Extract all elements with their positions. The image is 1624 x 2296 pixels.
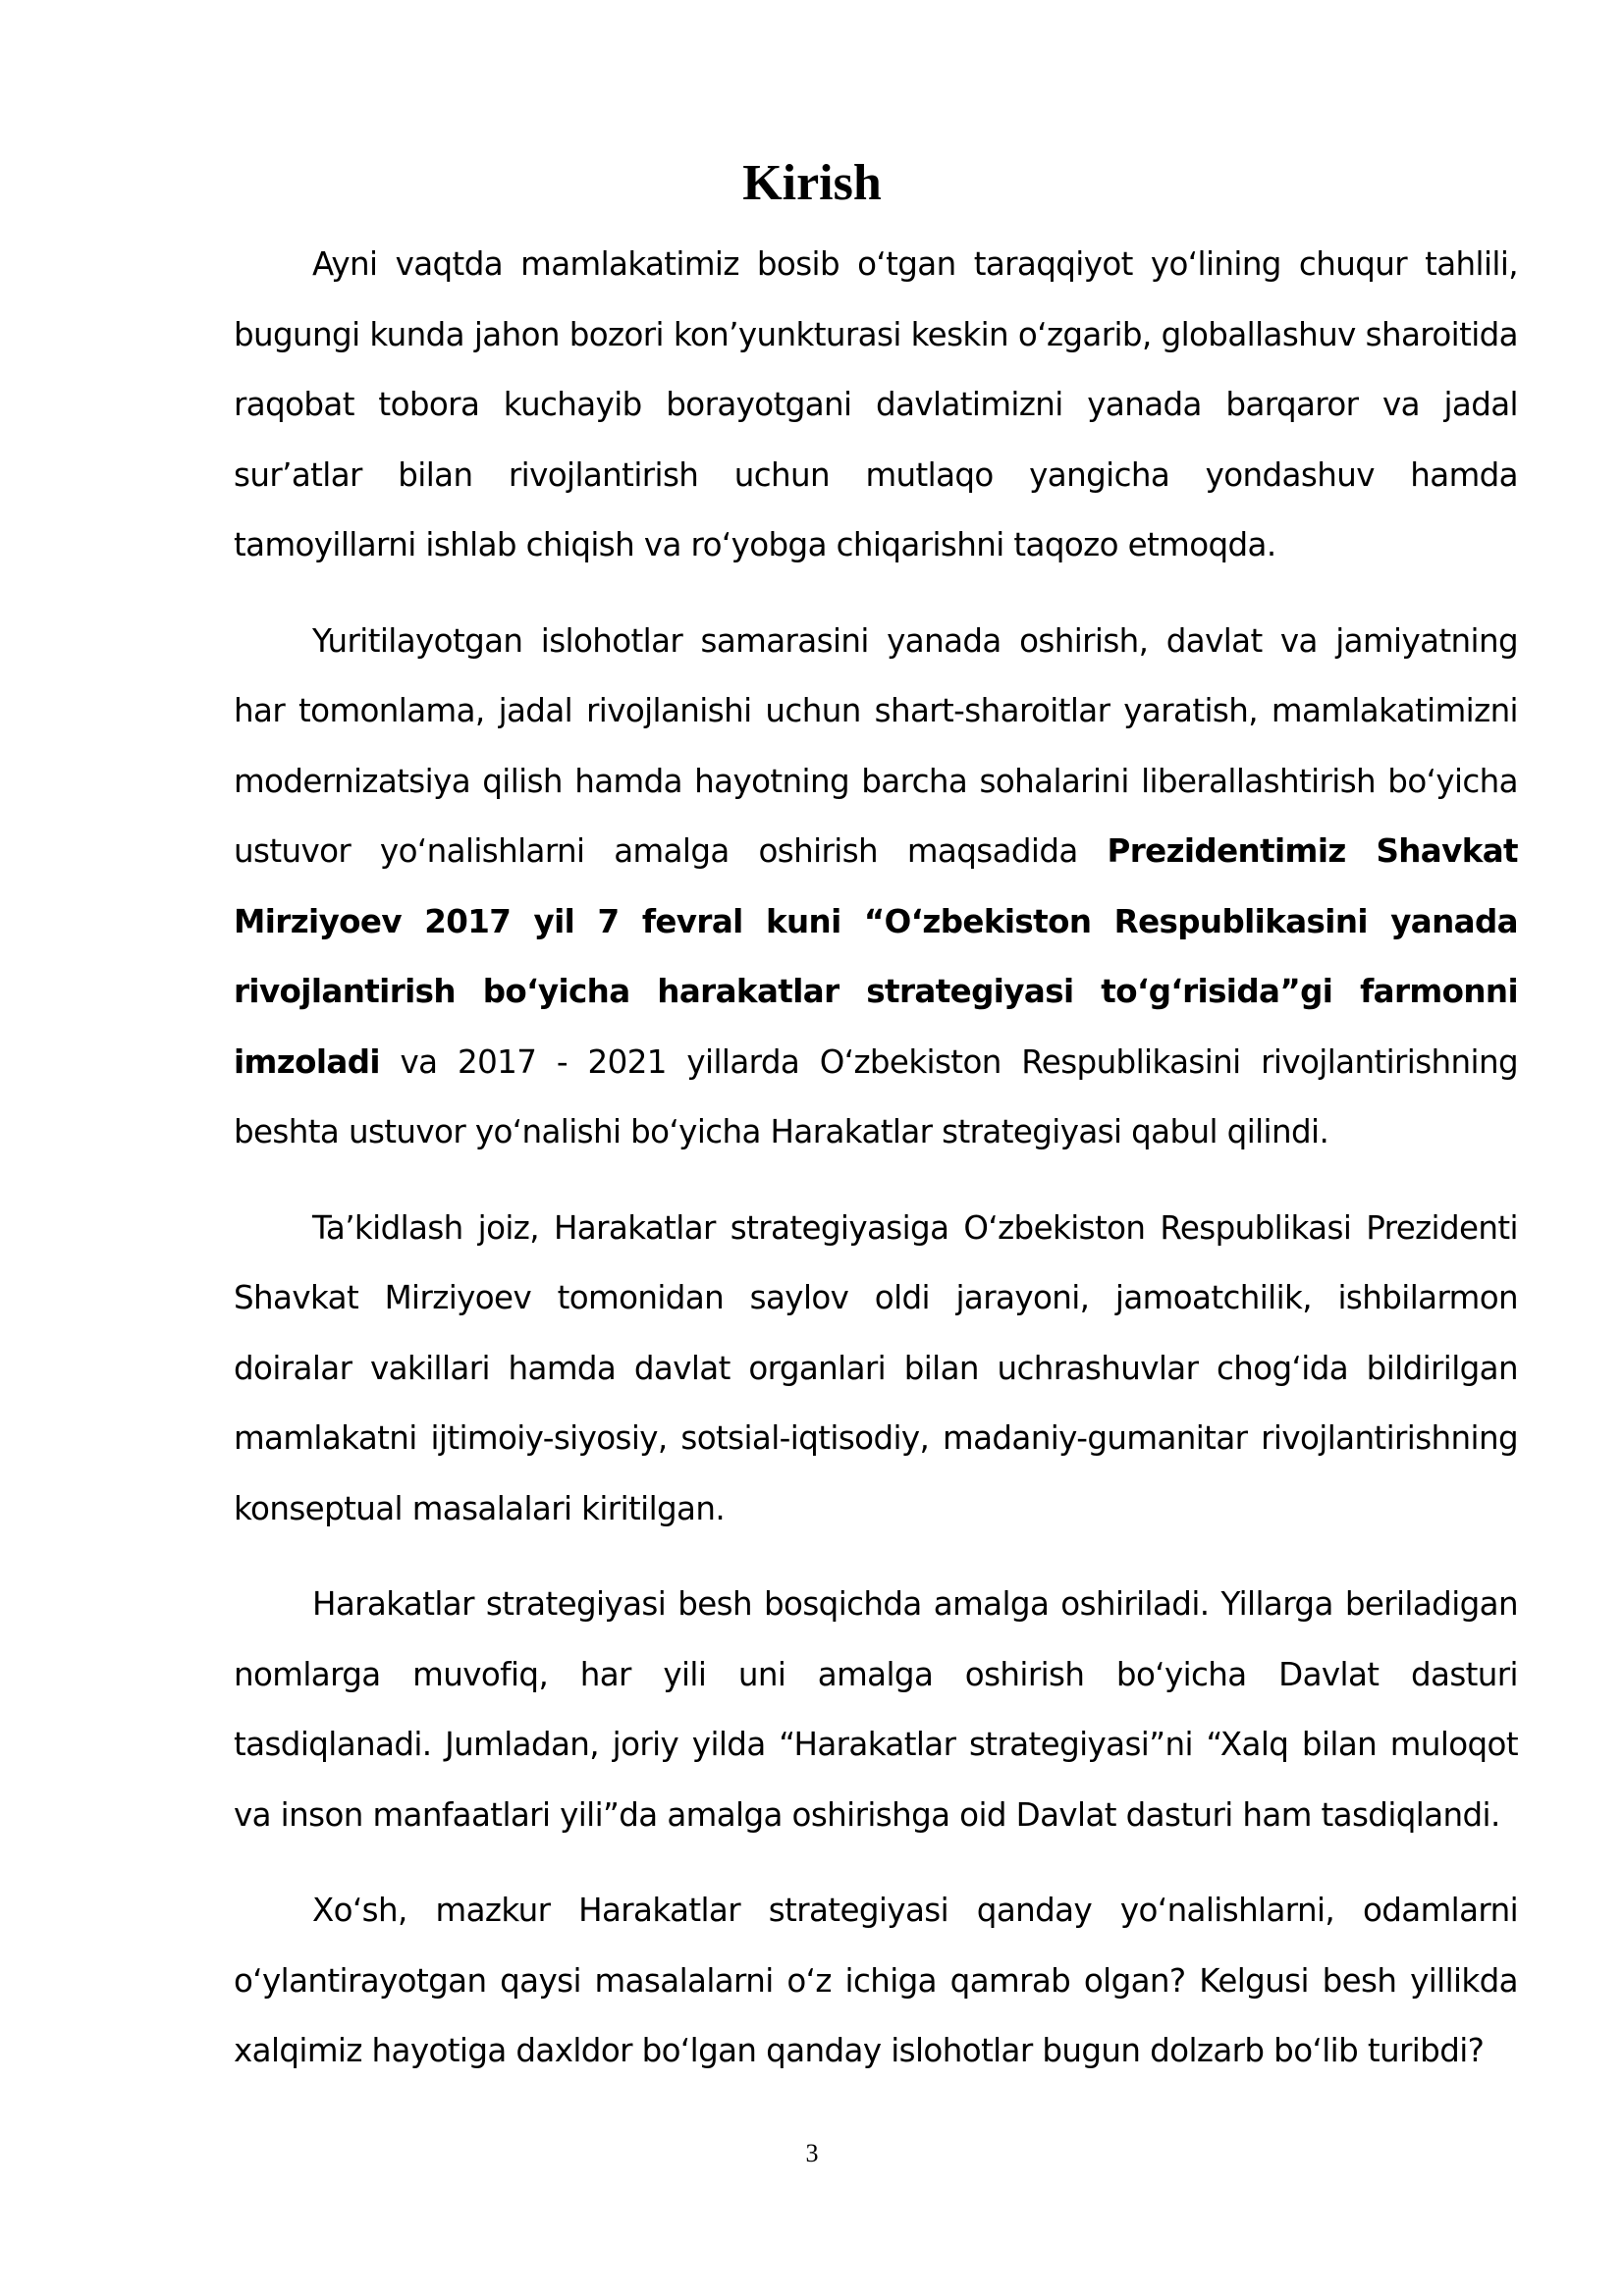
body-text bbox=[234, 230, 1518, 2112]
paragraph-2-bold: Prezidentimiz Shavkat Mirziyoev 2017 yil 7 fevral kuni “O‘zbekiston Respublikasini yanada rivojlantirish bo‘yicha harakatlar strategiyasi to‘g‘risida”gi farmonni imzoladi bbox=[234, 832, 1518, 1081]
paragraph-3: Ta’kidlash joiz, Harakatlar strategiyasiga O‘zbekiston Respublikasi Prezidenti Shavkat Mirziyoev tomonidan saylov oldi jarayoni, jamoatchilik, ishbilarmon doiralar vakillari hamda davlat organlari bilan uchrashuvlar chog‘ida bildirilgan mamlakatni ijtimoiy-siyosiy, sotsial-iqtisodiy, madaniy-gumanitar rivojlantirishning konseptual masalalari kiritilgan. bbox=[234, 1208, 1518, 1527]
paragraph-2-lead: Yuritilayotgan islohotlar samarasini yanada oshirish, davlat va jamiyatning har tomonlama, jadal rivojlanishi uchun shart-sharoitlar yaratish, mamlakatimizni modernizatsiya qilish hamda hayotning barcha sohalarini liberallashtirish bo‘yicha ustuvor yo‘nalishlarni amalga oshirish maqsadida bbox=[234, 621, 1518, 870]
page-title: Kirish bbox=[742, 155, 882, 211]
paragraph-4: Harakatlar strategiyasi besh bosqichda amalga oshiriladi. Yillarga beriladigan nomlarga muvofiq, har yili uni amalga oshirish bo‘yicha Davlat dasturi tasdiqlanadi. Jumladan, joriy yilda “Harakatlar strategiyasi”ni “Xalq bilan muloqot va inson manfaatlari yili”da amalga oshirishga oid Davlat dasturi ham tasdiqlandi. bbox=[234, 1585, 1518, 1834]
paragraph-2-tail: va 2017 - 2021 yillarda O‘zbekiston Respublikasini rivojlantirishning beshta ustuvor yo‘nalishi bo‘yicha Harakatlar strategiyasi qabul qilindi. bbox=[234, 1042, 1518, 1150]
paragraph-2 bbox=[234, 607, 1518, 1168]
page-number: 3 bbox=[805, 2139, 819, 2167]
paragraph-1: Ayni vaqtda mamlakatimiz bosib o‘tgan taraqqiyot yo‘lining chuqur tahlili, bugungi kunda jahon bozori kon’yunkturasi keskin o‘zgarib, globallashuv sharoitida raqobat tobora kuchayib borayotgani davlatimizni yanada barqaror va jadal sur’atlar bilan rivojlantirish uchun mutlaqo yangicha yondashuv hamda tamoyillarni ishlab chiqish va ro‘yobga chiqarishni taqozo etmoqda. bbox=[234, 245, 1518, 563]
paragraph-5: Xo‘sh, mazkur Harakatlar strategiyasi qanday yo‘nalishlarni, odamlarni o‘ylantirayotgan qaysi masalalarni o‘z ichiga qamrab olgan? Kelgusi besh yillikda xalqimiz hayotiga daxldor bo‘lgan qanday islohotlar bugun dolzarb bo‘lib turibdi? bbox=[234, 1892, 1518, 2069]
